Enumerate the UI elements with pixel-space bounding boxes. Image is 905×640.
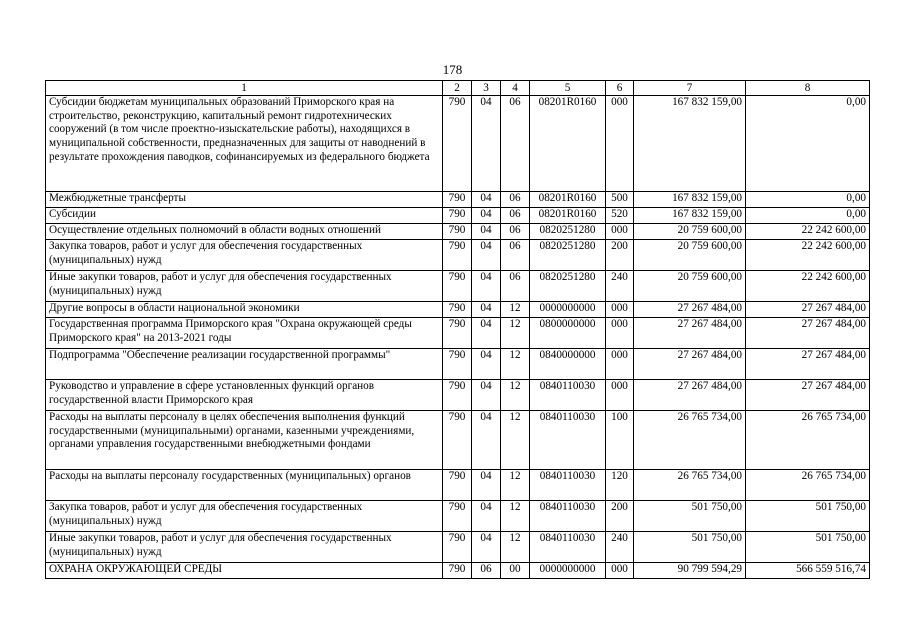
row-code-ministry: 790 xyxy=(443,302,472,318)
row-amount-col7: 27 267 484,00 xyxy=(634,380,746,411)
row-code-target: 0840110030 xyxy=(530,380,606,411)
table-row xyxy=(46,208,870,224)
table-row xyxy=(46,501,870,532)
row-amount-col8: 27 267 484,00 xyxy=(746,302,870,318)
row-code-target: 0840110030 xyxy=(530,470,606,501)
row-code-target: 0820251280 xyxy=(530,271,606,302)
row-code-subsection: 12 xyxy=(501,349,530,380)
row-amount-col8: 0,00 xyxy=(746,96,870,192)
row-code-expense-type: 000 xyxy=(606,349,634,380)
row-name: Расходы на выплаты персоналу государственных (муниципальных) органов xyxy=(46,470,443,501)
table-row xyxy=(46,240,870,271)
row-code-subsection: 12 xyxy=(501,302,530,318)
row-code-subsection: 06 xyxy=(501,224,530,240)
row-code-target: 0820251280 xyxy=(530,240,606,271)
row-code-target: 08201R0160 xyxy=(530,192,606,208)
row-code-expense-type: 200 xyxy=(606,240,634,271)
row-code-ministry: 790 xyxy=(443,411,472,470)
row-code-target: 08201R0160 xyxy=(530,208,606,224)
page-number: 178 xyxy=(442,62,463,77)
row-amount-col7: 26 765 734,00 xyxy=(634,470,746,501)
row-code-expense-type: 000 xyxy=(606,563,634,579)
table-row xyxy=(46,271,870,302)
table-row xyxy=(46,349,870,380)
row-code-section: 04 xyxy=(472,470,501,501)
row-name: Другие вопросы в области национальной экономики xyxy=(46,302,443,318)
row-amount-col8: 0,00 xyxy=(746,192,870,208)
row-code-target: 08201R0160 xyxy=(530,96,606,192)
row-code-section: 06 xyxy=(472,563,501,579)
row-code-expense-type: 240 xyxy=(606,532,634,563)
row-amount-col7: 167 832 159,00 xyxy=(634,208,746,224)
row-code-target: 0840110030 xyxy=(530,501,606,532)
row-code-ministry: 790 xyxy=(443,208,472,224)
row-code-ministry: 790 xyxy=(443,192,472,208)
row-code-ministry: 790 xyxy=(443,349,472,380)
table-row xyxy=(46,380,870,411)
row-name: Закупка товаров, работ и услуг для обеспечения государственных (муниципальных) нужд xyxy=(46,240,443,271)
row-code-section: 04 xyxy=(472,208,501,224)
row-code-subsection: 12 xyxy=(501,411,530,470)
row-name: Осуществление отдельных полномочий в области водных отношений xyxy=(46,224,443,240)
table-row xyxy=(46,318,870,349)
row-code-ministry: 790 xyxy=(443,271,472,302)
row-amount-col8: 501 750,00 xyxy=(746,501,870,532)
row-name: Иные закупки товаров, работ и услуг для обеспечения государственных (муниципальных) нужд xyxy=(46,271,443,302)
table-row xyxy=(46,532,870,563)
column-header-2: 2 xyxy=(443,81,472,96)
row-code-section: 04 xyxy=(472,532,501,563)
row-code-target: 0000000000 xyxy=(530,302,606,318)
row-code-section: 04 xyxy=(472,96,501,192)
row-code-subsection: 06 xyxy=(501,208,530,224)
table-row xyxy=(46,470,870,501)
row-code-section: 04 xyxy=(472,349,501,380)
row-code-expense-type: 240 xyxy=(606,271,634,302)
budget-table xyxy=(45,80,870,579)
row-amount-col8: 27 267 484,00 xyxy=(746,318,870,349)
row-code-expense-type: 000 xyxy=(606,380,634,411)
table-row xyxy=(46,224,870,240)
row-name: Иные закупки товаров, работ и услуг для обеспечения государственных (муниципальных) нужд xyxy=(46,532,443,563)
row-name: Руководство и управление в сфере установленных функций органов государственной власти Приморского края xyxy=(46,380,443,411)
column-header-6: 6 xyxy=(606,81,634,96)
header-row xyxy=(46,81,870,96)
column-header-4: 4 xyxy=(501,81,530,96)
row-code-expense-type: 500 xyxy=(606,192,634,208)
row-amount-col8: 501 750,00 xyxy=(746,532,870,563)
row-code-section: 04 xyxy=(472,501,501,532)
row-amount-col7: 26 765 734,00 xyxy=(634,411,746,470)
row-code-subsection: 06 xyxy=(501,192,530,208)
row-amount-col8: 22 242 600,00 xyxy=(746,271,870,302)
row-amount-col7: 501 750,00 xyxy=(634,532,746,563)
row-code-ministry: 790 xyxy=(443,380,472,411)
row-code-section: 04 xyxy=(472,411,501,470)
row-amount-col7: 27 267 484,00 xyxy=(634,302,746,318)
row-code-subsection: 12 xyxy=(501,532,530,563)
table-row xyxy=(46,96,870,192)
row-amount-col8: 22 242 600,00 xyxy=(746,240,870,271)
row-code-ministry: 790 xyxy=(443,563,472,579)
row-code-target: 0000000000 xyxy=(530,563,606,579)
table-body xyxy=(46,96,870,579)
row-amount-col7: 167 832 159,00 xyxy=(634,192,746,208)
row-code-subsection: 06 xyxy=(501,271,530,302)
row-code-section: 04 xyxy=(472,224,501,240)
row-code-section: 04 xyxy=(472,302,501,318)
table-row xyxy=(46,192,870,208)
row-amount-col7: 20 759 600,00 xyxy=(634,224,746,240)
row-amount-col8: 566 559 516,74 xyxy=(746,563,870,579)
row-code-subsection: 12 xyxy=(501,470,530,501)
row-amount-col8: 26 765 734,00 xyxy=(746,470,870,501)
row-name: ОХРАНА ОКРУЖАЮЩЕЙ СРЕДЫ xyxy=(46,563,443,579)
row-code-subsection: 06 xyxy=(501,240,530,271)
row-amount-col7: 27 267 484,00 xyxy=(634,318,746,349)
row-amount-col8: 27 267 484,00 xyxy=(746,380,870,411)
row-code-target: 0840110030 xyxy=(530,532,606,563)
row-code-expense-type: 000 xyxy=(606,318,634,349)
row-code-target: 0820251280 xyxy=(530,224,606,240)
row-code-subsection: 00 xyxy=(501,563,530,579)
column-header-1: 1 xyxy=(46,81,443,96)
row-code-expense-type: 120 xyxy=(606,470,634,501)
column-header-5: 5 xyxy=(530,81,606,96)
row-amount-col7: 27 267 484,00 xyxy=(634,349,746,380)
row-code-target: 0840000000 xyxy=(530,349,606,380)
row-name: Расходы на выплаты персоналу в целях обеспечения выполнения функций государственными (муниципальными) органами, казенными учреждениями, органами управления государственными внебюджетными фондами xyxy=(46,411,443,470)
table-row xyxy=(46,302,870,318)
row-code-section: 04 xyxy=(472,240,501,271)
row-amount-col8: 22 242 600,00 xyxy=(746,224,870,240)
row-code-expense-type: 200 xyxy=(606,501,634,532)
row-code-ministry: 790 xyxy=(443,318,472,349)
row-code-target: 0840110030 xyxy=(530,411,606,470)
row-amount-col7: 20 759 600,00 xyxy=(634,240,746,271)
row-code-section: 04 xyxy=(472,192,501,208)
row-code-ministry: 790 xyxy=(443,224,472,240)
row-code-ministry: 790 xyxy=(443,501,472,532)
row-code-section: 04 xyxy=(472,380,501,411)
row-name: Субсидии xyxy=(46,208,443,224)
row-name: Государственная программа Приморского края "Охрана окружающей среды Приморского края" на 2013-2021 годы xyxy=(46,318,443,349)
row-code-section: 04 xyxy=(472,271,501,302)
row-code-expense-type: 100 xyxy=(606,411,634,470)
row-code-expense-type: 000 xyxy=(606,96,634,192)
row-code-target: 0800000000 xyxy=(530,318,606,349)
row-code-ministry: 790 xyxy=(443,96,472,192)
row-code-ministry: 790 xyxy=(443,240,472,271)
row-code-subsection: 12 xyxy=(501,501,530,532)
row-amount-col8: 27 267 484,00 xyxy=(746,349,870,380)
row-code-expense-type: 000 xyxy=(606,224,634,240)
row-code-expense-type: 520 xyxy=(606,208,634,224)
row-code-subsection: 12 xyxy=(501,380,530,411)
row-name: Закупка товаров, работ и услуг для обеспечения государственных (муниципальных) нужд xyxy=(46,501,443,532)
row-code-expense-type: 000 xyxy=(606,302,634,318)
row-amount-col7: 90 799 594,29 xyxy=(634,563,746,579)
row-name: Подпрограмма "Обеспечение реализации государственной программы" xyxy=(46,349,443,380)
row-amount-col7: 501 750,00 xyxy=(634,501,746,532)
table-row xyxy=(46,563,870,579)
row-amount-col8: 26 765 734,00 xyxy=(746,411,870,470)
row-code-subsection: 06 xyxy=(501,96,530,192)
row-code-ministry: 790 xyxy=(443,532,472,563)
row-name: Межбюджетные трансферты xyxy=(46,192,443,208)
row-amount-col7: 167 832 159,00 xyxy=(634,96,746,192)
table-row xyxy=(46,411,870,470)
row-name: Субсидии бюджетам муниципальных образований Приморского края на строительство, реконструкцию, капитальный ремонт гидротехнических сооружений (в том числе проектно-изыскательские работы), находящихся в муниципальной собственности, предназначенных для защиты от наводнений в результате прохождения паводков, софинансируемых из федерального бюджета xyxy=(46,96,443,192)
column-header-7: 7 xyxy=(634,81,746,96)
row-amount-col7: 20 759 600,00 xyxy=(634,271,746,302)
column-header-3: 3 xyxy=(472,81,501,96)
row-code-ministry: 790 xyxy=(443,470,472,501)
row-code-section: 04 xyxy=(472,318,501,349)
row-amount-col8: 0,00 xyxy=(746,208,870,224)
row-code-subsection: 12 xyxy=(501,318,530,349)
column-header-8: 8 xyxy=(746,81,870,96)
